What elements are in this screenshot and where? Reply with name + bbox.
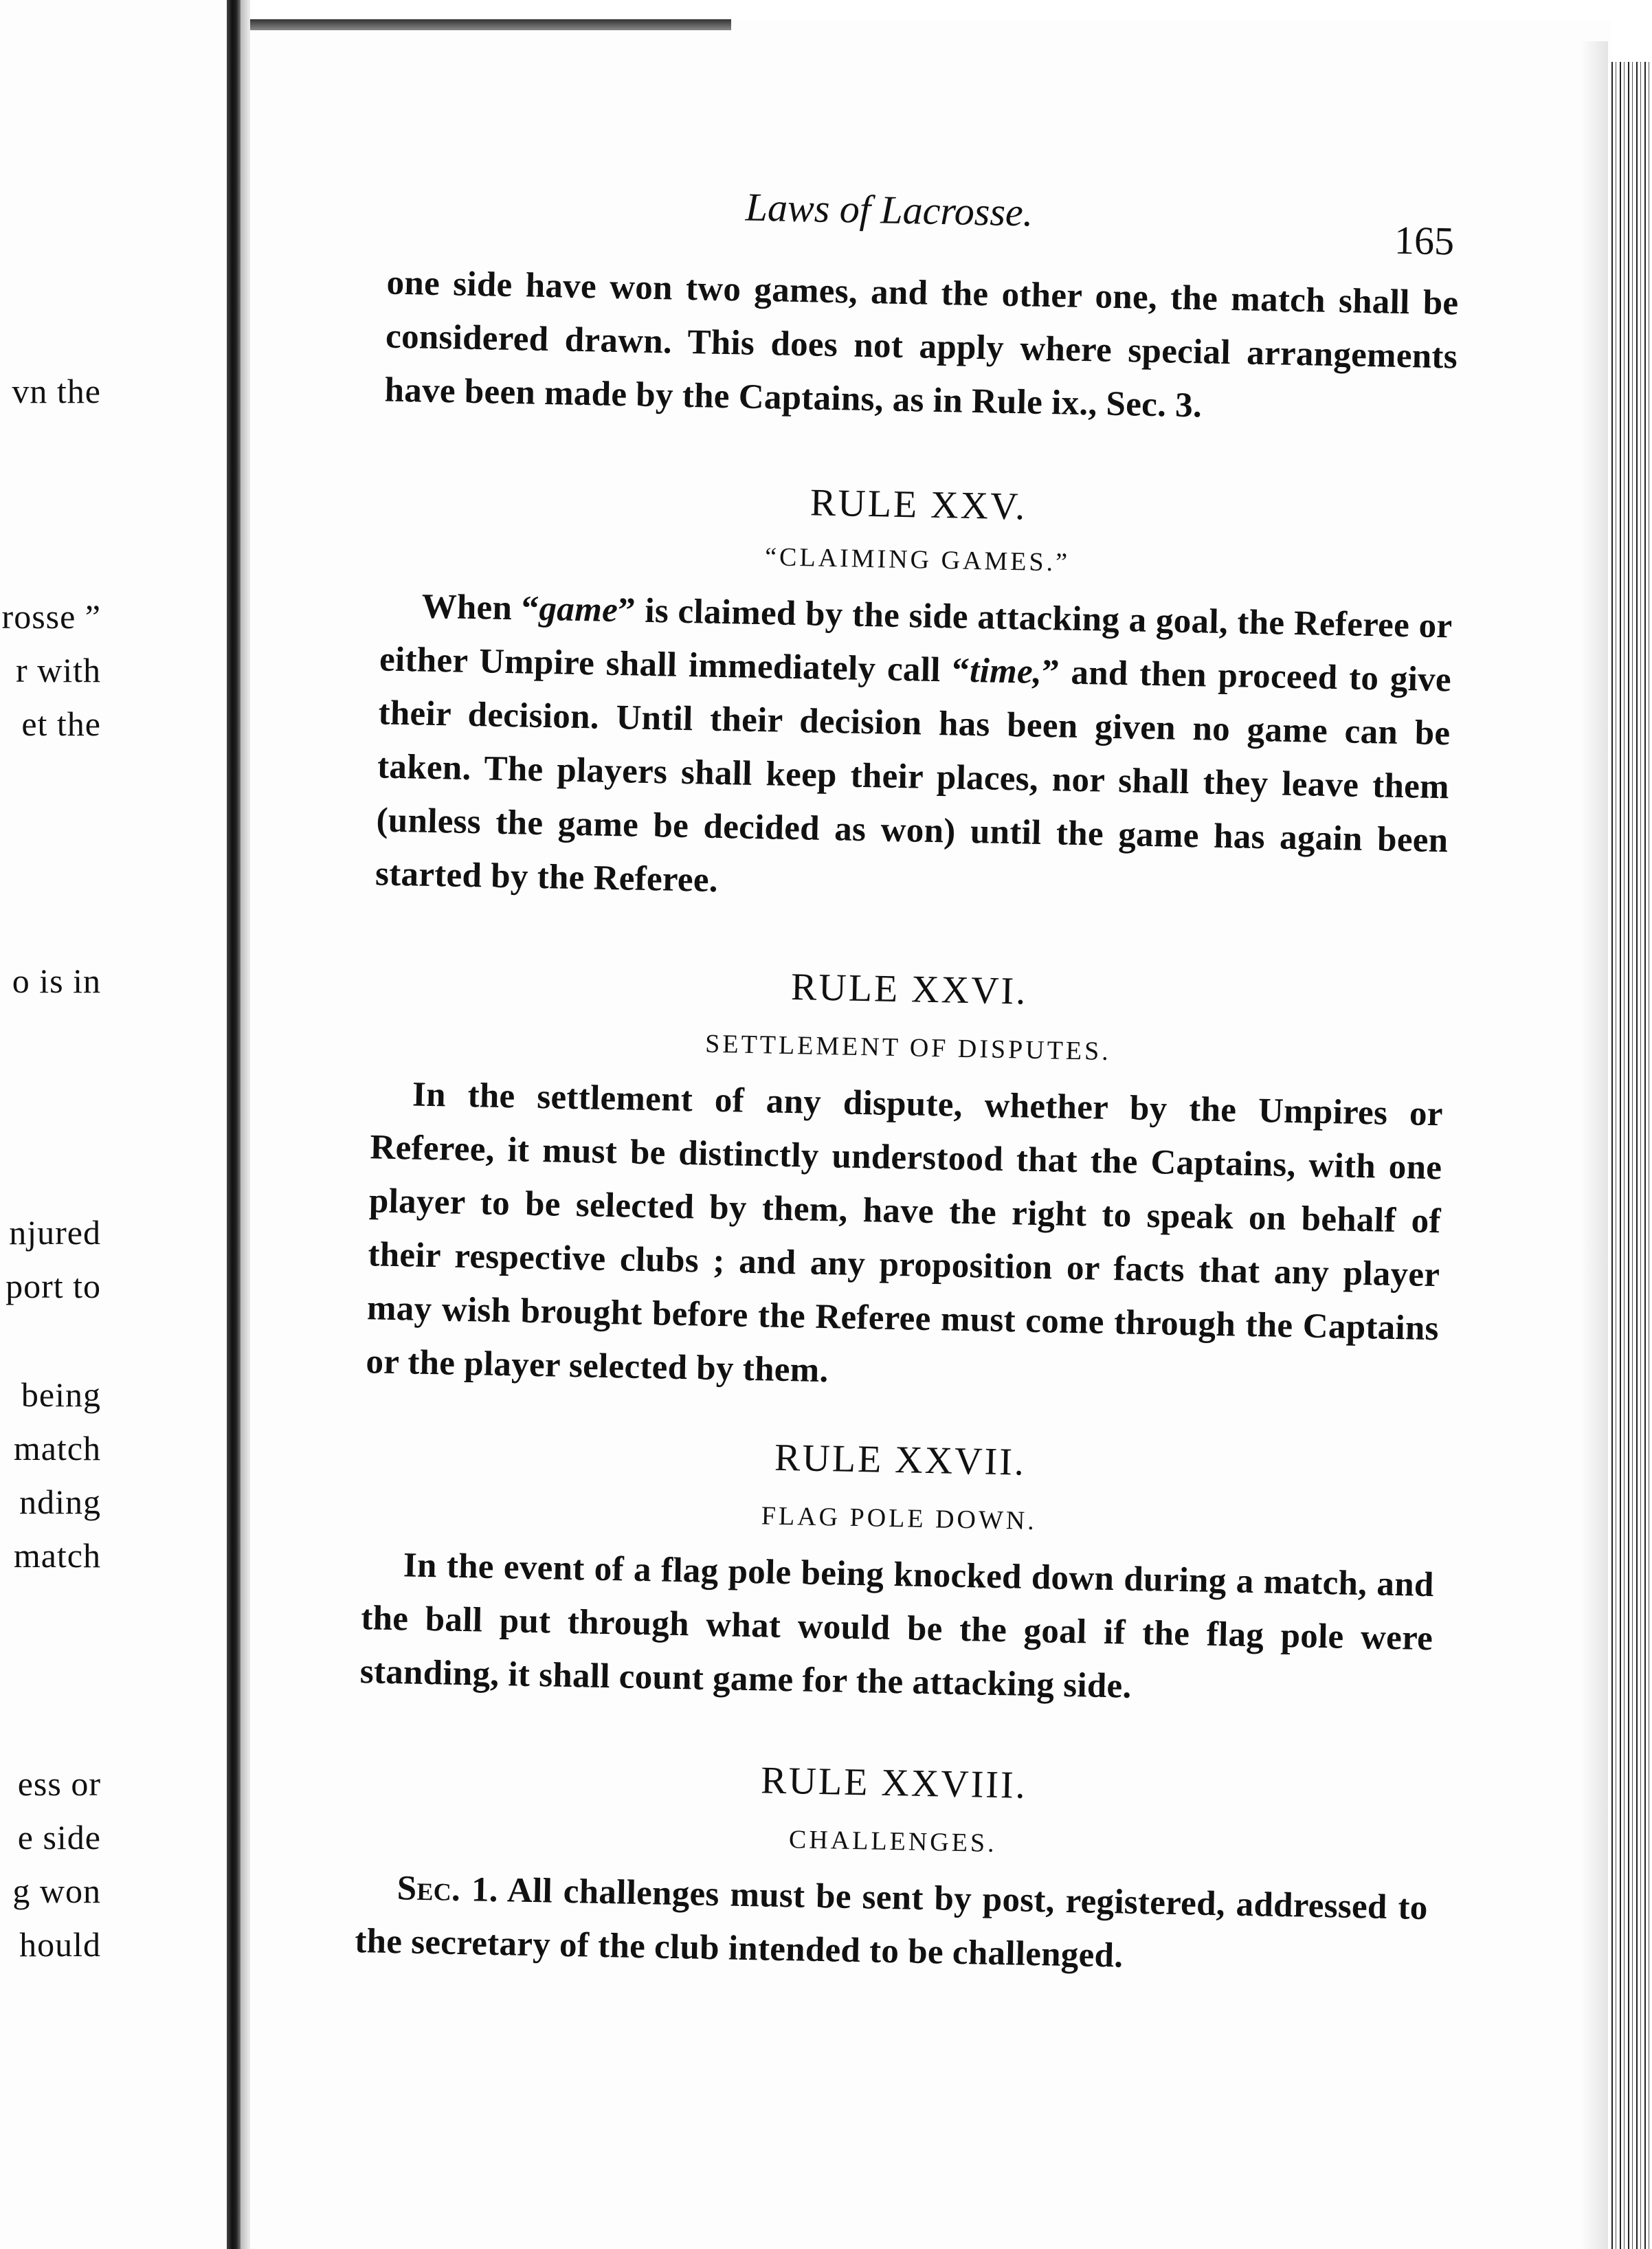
rule-paragraph [359, 1538, 1434, 1719]
left-fragment: nding [19, 1483, 101, 1521]
left-fragment: port to [5, 1267, 101, 1305]
left-fragment: vn the [12, 372, 101, 410]
left-fragment: njured [9, 1213, 101, 1252]
left-fragment: match [13, 1429, 101, 1467]
section-label: Sec. 1. [397, 1869, 499, 1910]
rule-subheading: FLAG POLE DOWN. [761, 1501, 1038, 1536]
left-fragment: r with [15, 651, 101, 689]
rule-subheading: SETTLEMENT OF DISPUTES. [704, 1029, 1112, 1066]
rule-text: ” is claimed by the side attacking a goal, the Referee or either Umpire shall immediately call “ [379, 591, 1453, 690]
rule-heading: RULE XXVI. [790, 966, 1028, 1013]
left-fragment: g won [12, 1872, 101, 1910]
running-title: Laws of Lacrosse. [745, 184, 1034, 235]
rule-heading: RULE XXVII. [774, 1436, 1027, 1484]
italic-word: time, [969, 651, 1042, 691]
rule-heading: RULE XXVIII. [760, 1759, 1028, 1807]
rule-paragraph [375, 579, 1453, 921]
left-fragment: hould [19, 1925, 101, 1964]
italic-word: game [539, 589, 618, 630]
left-fragment: e side [17, 1818, 101, 1857]
rule-text: ” and then proceed to give their decision. Until their decision has been given no game can be taken. The players shall keep their places, nor shall they leave them (unless the game be decided as won) until the game has again been started by the Referee. [375, 652, 1452, 900]
rule-heading: RULE XXV. [810, 481, 1027, 529]
continuation-paragraph: one side have won two games, and the other one, the match shall be considered drawn. This does not apply where special arrangements have been made by the Captains, as in Rule ix., Sec. 3. [384, 263, 1459, 425]
left-fragment: match [13, 1536, 101, 1575]
rule-text: In the event of a flag pole being knocked down during a match, and the ball put through what would be the goal if the flag pole were standing, it shall count game for the attacking side. [359, 1546, 1435, 1706]
rule-text: In the settlement of any dispute, whether by the Umpires or Referee, it must be distinctly understood that the Captains, with one player to be selected by them, have the right to speak on behalf of their respective clubs ; and any proposition or facts that any player may wish brought before the Referee must come through the Captains or the player selected by them. [366, 1075, 1444, 1391]
left-fragment: being [21, 1375, 101, 1414]
left-fragment: o is in [12, 962, 101, 1000]
left-fragment: rosse ” [1, 597, 101, 636]
left-fragment: et the [21, 705, 101, 743]
rule-text: When “ [421, 587, 540, 628]
left-fragment: ess or [17, 1764, 101, 1803]
rule-text: All challenges must be sent by post, registered, addressed to the secretary of the club intended to be challenged. [354, 1871, 1429, 1975]
rule-paragraph [355, 1861, 1429, 1988]
rule-subheading: “CLAIMING GAMES.” [764, 542, 1071, 577]
rule-paragraph [366, 1067, 1444, 1409]
rule-subheading: CHALLENGES. [788, 1825, 997, 1859]
page-number: 165 [1394, 217, 1455, 264]
